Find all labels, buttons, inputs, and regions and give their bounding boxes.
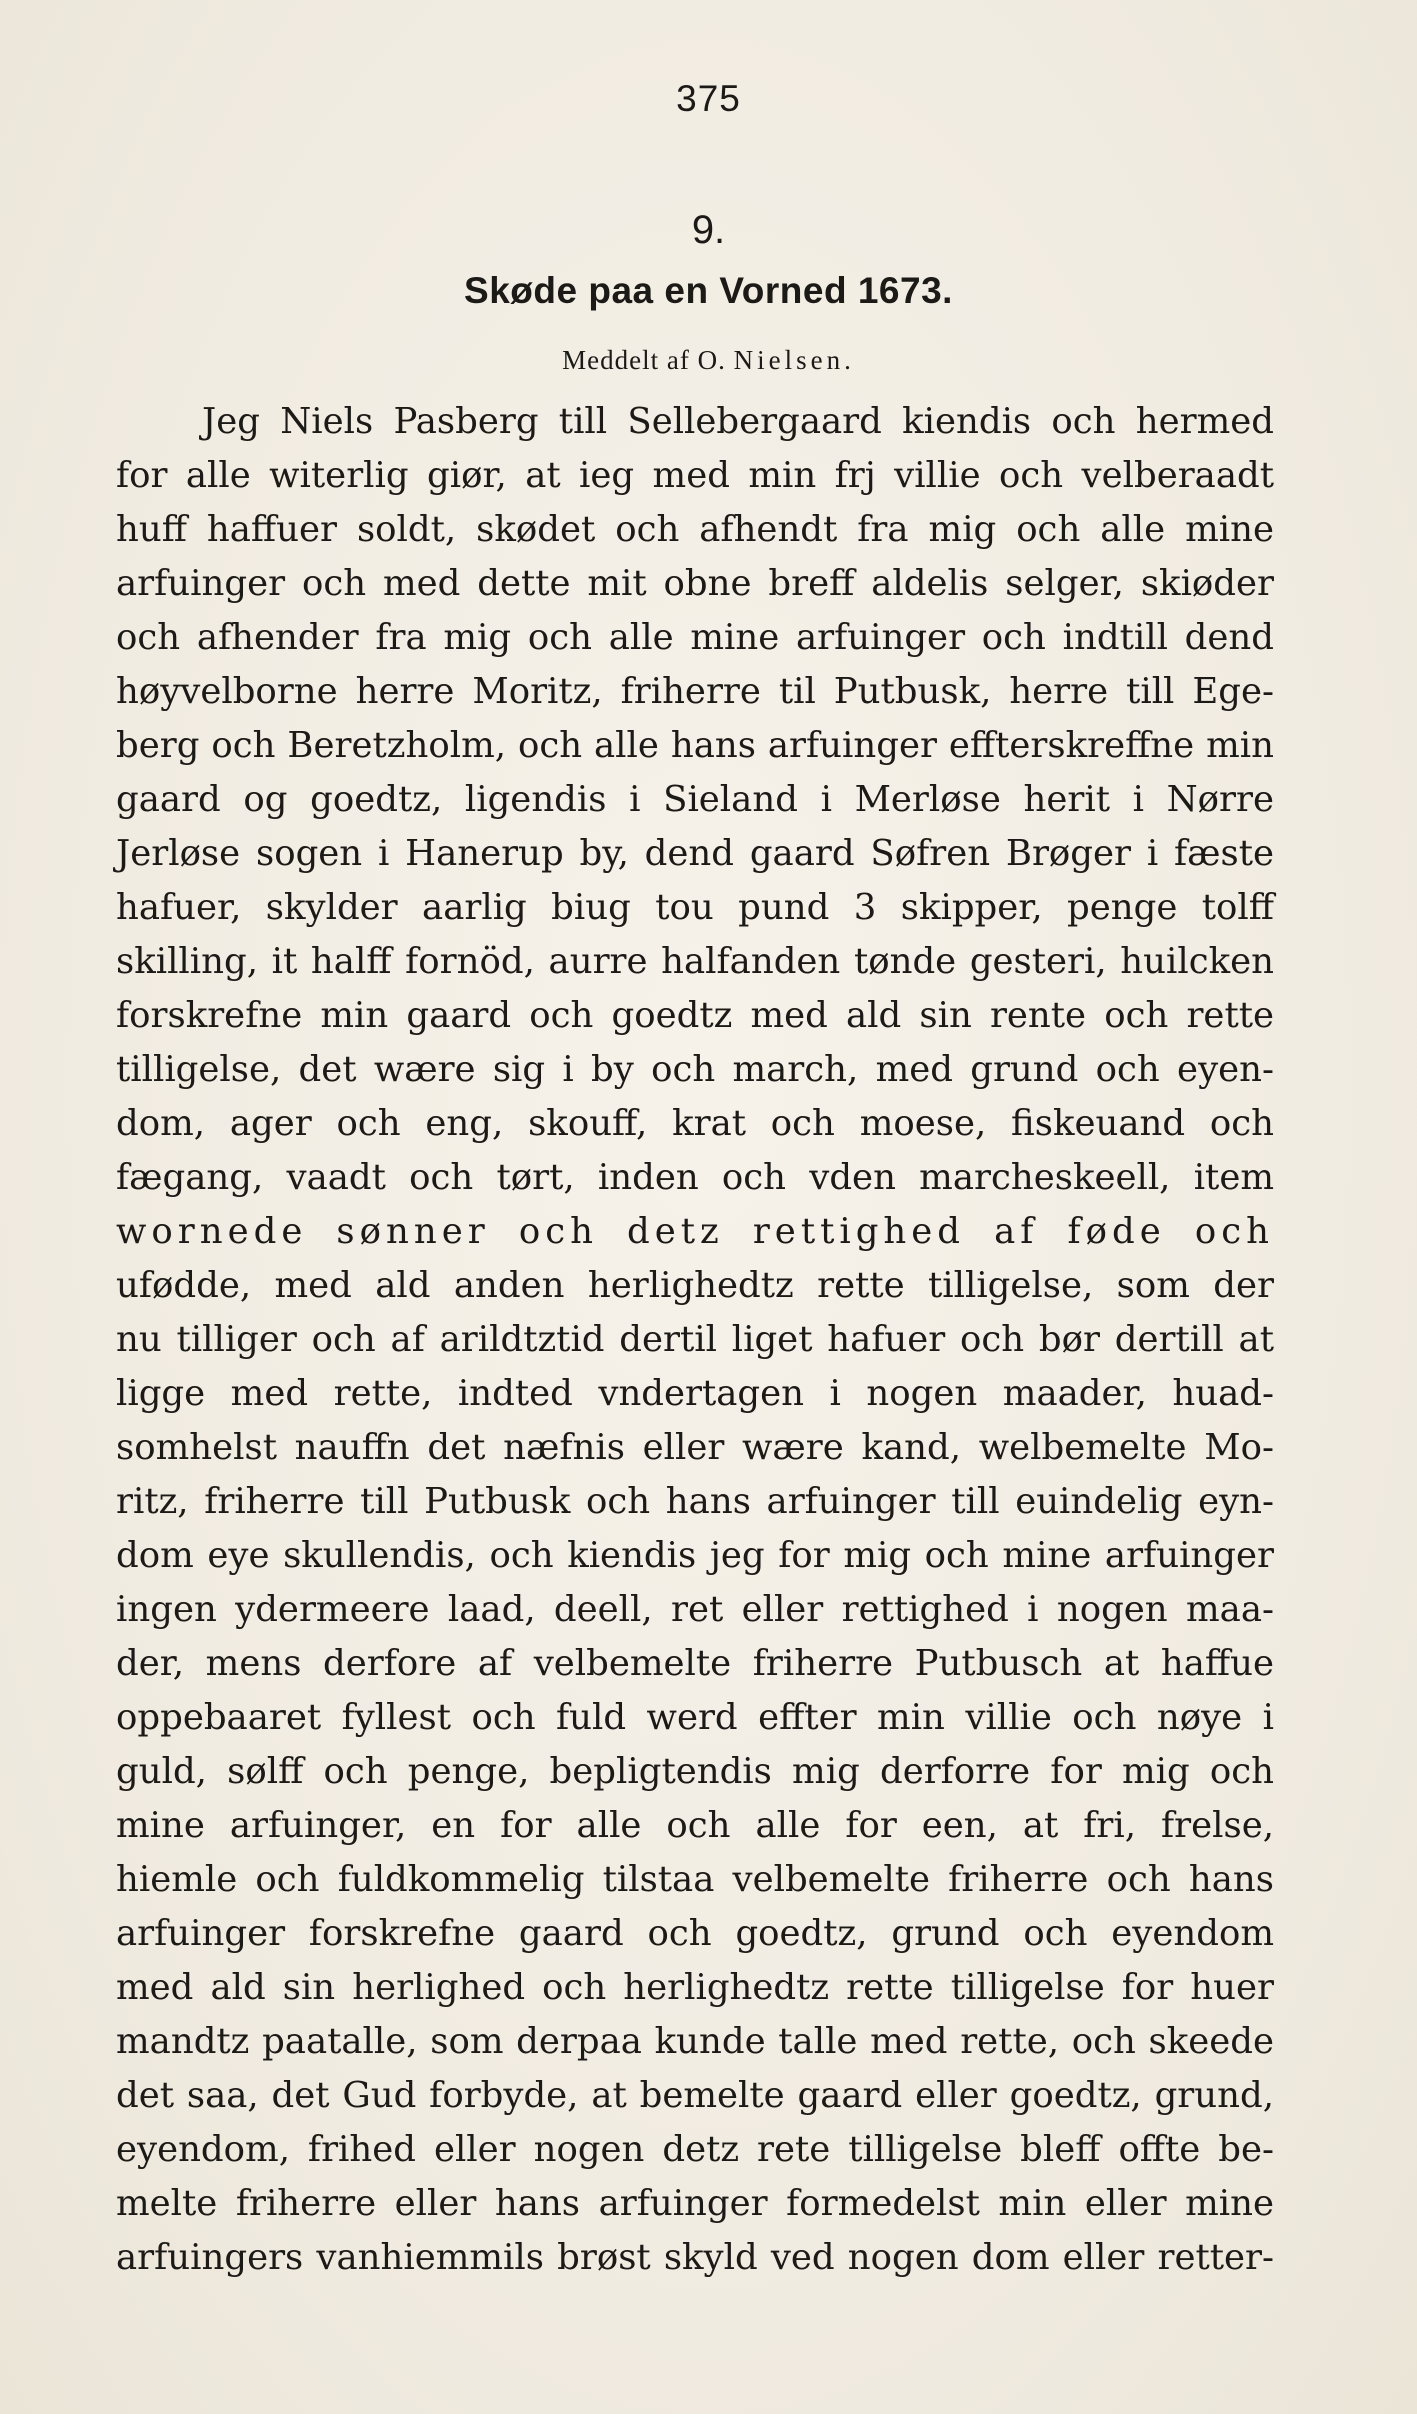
text-line: fægang, vaadt och tørt, inden och vden marcheskeell, item [116, 1157, 1274, 1198]
page-number: 375 [676, 78, 741, 119]
text-line: der, mens derfore af velbemelte friherre Putbusch at haffue [116, 1643, 1274, 1684]
text-line: nu tilliger och af arildtztid dertil liget hafuer och bør dertill at [116, 1319, 1274, 1360]
text-line: Jeg Niels Pasberg till Sellebergaard kiendis och hermed [202, 401, 1274, 442]
text-line: arfuinger forskrefne gaard och goedtz, grund och eyendom [116, 1913, 1274, 1954]
text-line: ritz, friherre till Putbusk och hans arfuinger till euindelig eyn- [116, 1481, 1274, 1522]
text-line: ingen ydermeere laad, deell, ret eller rettighed i nogen maa- [116, 1589, 1274, 1630]
text-line: och afhender fra mig och alle mine arfuinger och indtill dend [116, 617, 1274, 658]
byline-author: Nielsen. [733, 345, 855, 375]
section-title: Skøde paa en Vorned 1673. [464, 270, 953, 311]
text-line: det saa, det Gud forbyde, at bemelte gaard eller goedtz, grund, [116, 2075, 1274, 2116]
text-line: berg och Beretzholm, och alle hans arfuinger effterskreffne min [116, 725, 1274, 766]
text-line: oppebaaret fyllest och fuld werd effter min villie och nøye i [116, 1697, 1274, 1738]
text-line: Jerløse sogen i Hanerup by, dend gaard Søfren Brøger i fæste [116, 833, 1274, 874]
text-line: dom, ager och eng, skouff, krat och moese, fiskeuand och [116, 1103, 1274, 1144]
text-line: dom eye skullendis, och kiendis jeg for mig och mine arfuinger [116, 1535, 1274, 1576]
text-line: med ald sin herlighed och herlighedtz rette tilligelse for huer [116, 1967, 1274, 2008]
text-line: ligge med rette, indted vndertagen i nogen maader, huad- [116, 1373, 1274, 1414]
text-line: guld, sølff och penge, bepligtendis mig derforre for mig och [116, 1751, 1274, 1792]
text-line: arfuingers vanhiemmils brøst skyld ved nogen dom eller retter- [116, 2237, 1274, 2278]
text-line: hafuer, skylder aarlig biug tou pund 3 skipper, penge tolff [116, 887, 1274, 928]
section-number: 9. [691, 208, 726, 252]
text-line: melte friherre eller hans arfuinger formedelst min eller mine [116, 2183, 1274, 2224]
text-line: skilling, it halff fornöd, aurre halfanden tønde gesteri, huilcken [116, 941, 1274, 982]
text-line: mandtz paatalle, som derpaa kunde talle med rette, och skeede [116, 2021, 1274, 2062]
body-text [116, 395, 1274, 2285]
text-line: somhelst nauffn det næfnis eller wære kand, welbemelte Mo- [116, 1427, 1274, 1468]
byline [0, 345, 1417, 376]
text-line: hiemle och fuldkommelig tilstaa velbemelte friherre och hans [116, 1859, 1274, 1900]
text-line: arfuinger och med dette mit obne breff aldelis selger, skiøder [116, 563, 1274, 604]
text-line: tilligelse, det wære sig i by och march, med grund och eyen- [116, 1049, 1274, 1090]
text-line: eyendom, frihed eller nogen detz rete tilligelse bleff offte be- [116, 2129, 1274, 2170]
text-line: høyvelborne herre Moritz, friherre til Putbusk, herre till Ege- [116, 671, 1274, 712]
text-line: for alle witerlig giør, at ieg med min frj villie och velberaadt [116, 455, 1274, 496]
text-line: gaard og goedtz, ligendis i Sieland i Merløse herit i Nørre [116, 779, 1274, 820]
text-line: huff haffuer soldt, skødet och afhendt fra mig och alle mine [116, 509, 1274, 550]
text-line: wornede sønner och detz rettighed af føde och [116, 1211, 1274, 1252]
text-line: forskrefne min gaard och goedtz med ald sin rente och rette [116, 995, 1274, 1036]
text-line: mine arfuinger, en for alle och alle for een, at fri, frelse, [116, 1805, 1274, 1846]
byline-prefix: Meddelt af O. [562, 345, 726, 375]
text-line: ufødde, med ald anden herlighedtz rette tilligelse, som der [116, 1265, 1274, 1306]
